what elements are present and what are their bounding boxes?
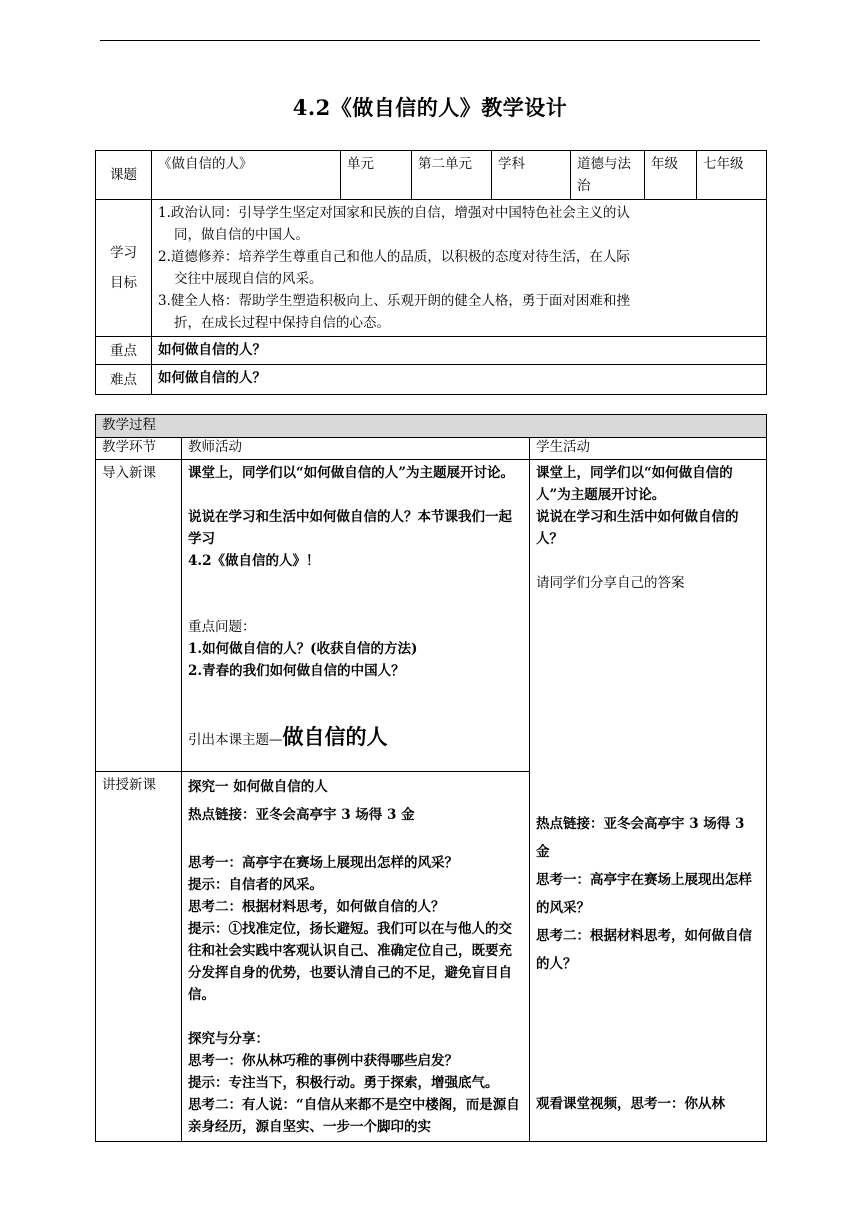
col-stage-header: 教学环节 bbox=[96, 438, 182, 460]
intro-line-6: 2.青春的我们如何做自信的中国人？ bbox=[188, 663, 405, 679]
process-header: 教学过程 bbox=[96, 415, 767, 438]
intro-theme-prefix: 引出本课主题— bbox=[188, 732, 283, 748]
label-objectives bbox=[96, 200, 152, 337]
student-line-7: 观看课堂视频，思考一：你从林 bbox=[536, 1096, 725, 1112]
objective-3-cont: 折，在成长过程中保持自信的心态。 bbox=[174, 315, 390, 331]
student-line-5: 思考一：高亭宇在赛场上展现出怎样的风采？ bbox=[536, 872, 752, 916]
intro-line-2: 说说在学习和生活中如何做自信的人？本节课我们一起学习 bbox=[188, 509, 512, 547]
intro-line-3: 4.2《做自信的人》！ bbox=[188, 553, 320, 569]
label-nianji: 年级 bbox=[645, 151, 697, 200]
label-xueke: 学科 bbox=[492, 151, 571, 200]
lecture-line-7: 探究与分享： bbox=[188, 1031, 269, 1047]
intro-line-7 bbox=[188, 726, 523, 751]
intro-line-4: 重点问题： bbox=[188, 619, 256, 635]
teaching-process-table bbox=[95, 414, 767, 1142]
lecture-line-1: 探究一 如何做自信的人 bbox=[188, 779, 328, 795]
teacher-intro bbox=[182, 460, 530, 772]
lecture-line-3: 思考一：高亭宇在赛场上展现出怎样的风采？ bbox=[188, 855, 458, 871]
lecture-line-2: 热点链接：亚冬会高亭宇 3 场得 3 金 bbox=[188, 807, 415, 823]
objective-2: 2.道德修养：培养学生尊重自己和他人的品质，以积极的态度对待生活，在人际 bbox=[158, 249, 630, 265]
value-xueke: 道德与法治 bbox=[571, 151, 645, 200]
teacher-lecture bbox=[182, 772, 530, 1142]
student-line-1: 课堂上，同学们以“如何做自信的人”为主题展开讨论。 bbox=[536, 465, 733, 503]
label-keti: 课题 bbox=[96, 151, 152, 200]
value-nandian: 如何做自信的人？ bbox=[152, 365, 767, 395]
objectives-label-line2: 目标 bbox=[110, 275, 137, 291]
intro-line-5: 1.如何做自信的人？(收获自信的方法) bbox=[188, 641, 418, 657]
intro-line-1: 课堂上，同学们以“如何做自信的人”为主题展开讨论。 bbox=[188, 465, 515, 481]
lecture-line-8: 思考一：你从林巧稚的事例中获得哪些启发？ bbox=[188, 1053, 458, 1069]
lecture-line-6: 提示：①找准定位，扬长避短。我们可以在与他人的交往和社会实践中客观认识自己、准确定位自己，既要充分发挥自身的优势，也要认清自己的不足，避免盲目自信。 bbox=[188, 921, 512, 1003]
objectives-content bbox=[152, 200, 767, 337]
stage-intro: 导入新课 bbox=[96, 460, 182, 772]
document-title: 4.2《做自信的人》教学设计 bbox=[292, 95, 568, 120]
label-zhongdian: 重点 bbox=[96, 337, 152, 365]
lecture-line-5: 思考二：根据材料思考，如何做自信的人？ bbox=[188, 899, 445, 915]
value-danyuan: 第二单元 bbox=[412, 151, 492, 200]
objective-1-cont: 同，做自信的中国人。 bbox=[174, 227, 309, 243]
student-line-3: 请同学们分享自己的答案 bbox=[536, 575, 685, 591]
objective-1: 1.政治认同：引导学生坚定对国家和民族的自信，增强对中国特色社会主义的认 bbox=[158, 205, 630, 221]
intro-theme-title: 做自信的人 bbox=[282, 725, 388, 749]
col-student-header: 学生活动 bbox=[530, 438, 767, 460]
col-teacher-header: 教师活动 bbox=[182, 438, 530, 460]
objective-3: 3.健全人格：帮助学生塑造积极向上、乐观开朗的健全人格，勇于面对困难和挫 bbox=[158, 293, 630, 309]
label-danyuan: 单元 bbox=[341, 151, 412, 200]
value-nianji: 七年级 bbox=[697, 151, 767, 200]
lecture-line-10: 思考二：有人说：“自信从来都不是空中楼阁，而是源自亲身经历，源自坚实、一步一个脚印的实 bbox=[188, 1097, 520, 1135]
label-nandian: 难点 bbox=[96, 365, 152, 395]
objective-2-cont: 交往中展现自信的风采。 bbox=[174, 271, 323, 287]
student-line-6: 思考二：根据材料思考，如何做自信的人？ bbox=[536, 928, 752, 972]
value-keti: 《做自信的人》 bbox=[152, 151, 341, 200]
stage-lecture: 讲授新课 bbox=[96, 772, 182, 1142]
student-activities bbox=[530, 460, 767, 1142]
lecture-line-4: 提示：自信者的风采。 bbox=[188, 877, 323, 893]
lecture-line-9: 提示：专注当下，积极行动。勇于探索，增强底气。 bbox=[188, 1075, 499, 1091]
student-line-2: 说说在学习和生活中如何做自信的人？ bbox=[536, 509, 739, 547]
value-zhongdian: 如何做自信的人？ bbox=[152, 337, 767, 365]
student-line-4: 热点链接：亚冬会高亭宇 3 场得 3 金 bbox=[536, 816, 745, 860]
course-info-table bbox=[95, 150, 767, 395]
objectives-label-line1: 学习 bbox=[110, 245, 137, 261]
header-rule bbox=[100, 40, 760, 41]
